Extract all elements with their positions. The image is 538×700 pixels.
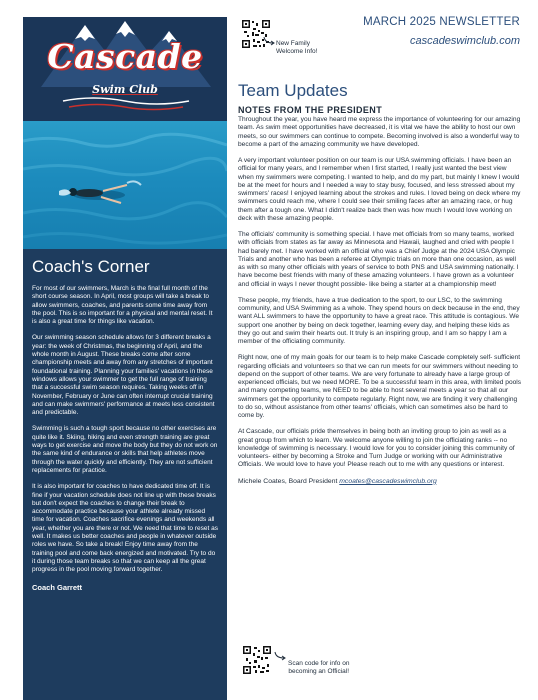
president-signature [238, 478, 522, 485]
coach-paragraph: Our swimming season schedule allows for 3 different breaks a year: the week of Christmas, the beginning of April, and the whole month in August. These breaks come after some championship meets and away from any stretches of important foundational training. Planning your families' vacations in these windows allows your swimmer to get the full range of training that a successful swim season requires. Taking weeks off in November, February or June can often interrupt crucial training and can make swimmers' performance at meets less consistent and predictable. [32, 334, 215, 417]
coach-signature: Coach Garrett [32, 582, 83, 592]
qr-caption-officials [288, 660, 349, 676]
logo-subtitle: Swim Club [92, 83, 158, 96]
newsletter-title: MARCH 2025 NEWSLETTER [363, 16, 520, 28]
coach-corner-heading: Coach's Corner [32, 257, 150, 276]
president-notes-heading: NOTES FROM THE PRESIDENT [238, 105, 383, 115]
president-paragraph: At Cascade, our officials pride themselves in being both an inviting group to join as well as a great group from which to learn. We welcome anyone willing to join the officiating ranks -- no knowledge of swimming is necessary. I would love for you to consider joining this community of volunteers- either by becoming a Stroke and Turn Judge or working with our Administrative Officials. We would love to have you! Please reach out to me with any questions or interest. [238, 428, 515, 469]
president-paragraph: Throughout the year, you have heard me express the importance of volunteering for our amazing team. As swim meet opportunities have decreased, it is vital we have the ability to host our own meets, so our swimmers can continue to compete. Becoming involved is also a wonderful way to become a part of the amazing community we have developed. [238, 116, 521, 148]
signature-email-link[interactable]: mcoates@cascadeswimclub.org [339, 477, 437, 485]
swimmer-photo [23, 121, 227, 249]
coach-paragraph: For most of our swimmers, March is the final full month of the short course season. In April, most groups will take a break to allow swimmers, coaches, and parents some time away from the pool. This is so important for a physical and mental reset. It is also a great time for things like vacation. [32, 285, 213, 326]
left-sidebar [23, 17, 227, 700]
qr-code-icon[interactable] [242, 645, 272, 675]
club-logo [23, 17, 227, 121]
team-updates-section [238, 81, 522, 485]
coach-paragraph: Swimming is such a tough sport because no other exercises are quite like it. Skiing, hiking and even strength training are great ways to get exercise and move the body but they do not work on the same kind of endurance or skills that help athletes move through the water quickly and efficiently. They are not sufficient replacements for practice. [32, 425, 218, 474]
president-paragraph: Right now, one of my main goals for our team is to help make Cascade completely self- sufficient regarding officials and volunteers so that we can run meets for our swimmers without needing to depend on the support of other teams. We are very fortunate to already have a large group of experienced officials, but we need MORE. To be a successful team in this area, with limited pools and many competing teams, we NEED to be able to host several meets a year so that all our swimmers get the opportunity to compete regularly. Right now, we are finding it very challenging to do so, without assistance from other teams' officials, which can sometimes also be hard to come by. [238, 354, 522, 419]
coach-paragraph: It is also important for coaches to have dedicated time off. It is fine if your vacation schedule does not line up with these breaks but don't expect the coaches to change their break to accommodate practice because your athlete already missed time for vacation. Coaches sacrifice evenings and weekends all year, whether you are there or not. We need that time to reset as well. It makes us better coaches and people in whatever outside roles we have. So take a break! Enjoy time away from the training pool and come back energized and motivated. Try to do it during those team breaks so that we can keep all the great progress in the pool moving forward together. [32, 483, 218, 574]
curved-arrow-icon [262, 36, 276, 46]
signature-name: Michele Coates, Board President [238, 477, 338, 485]
qr-caption-line: Welcome Info! [276, 48, 318, 55]
qr-caption-line: Scan code for info on [288, 660, 350, 667]
team-updates-heading: Team Updates [238, 81, 348, 100]
logo-title: Cascade [47, 37, 203, 76]
coach-corner-section [23, 249, 227, 592]
swimmer-in-pool-image [23, 121, 227, 249]
curved-arrow-icon [273, 651, 287, 661]
qr-caption-new-family [276, 40, 317, 56]
qr-caption-line: New Family [276, 40, 310, 47]
president-paragraph: A very important volunteer position on our team is our USA swimming officials. I have been an official for many years, and I remember when I first started, I really just wanted the best view when my swimmers were competing. I wanted to help, and do my part, but mainly I knew I would be at the meet for hours and I needed a way to stay busy, focused, and less stressed about my swimmers' races! I enjoyed learning about the strokes and rules. I loved being on deck where my swimmers could reach me, where I could see their smiling faces after an amazing race, or hug them after a tough one. What I didn't realize back then was how much I would love working on deck with these amazing people. [238, 157, 521, 222]
president-paragraph: These people, my friends, have a true dedication to the sport, to our LSC, to the swimming community, and USA Swimming as a whole. They spend hours on deck because in the end, they want ALL swimmers to have the opportunity to have a great race. This attitude is contagious. We support one another by being on deck together, learning every day, and helping these kids as they go out and swim their hearts out. It truly is an inspiring group, and I am so happy I am a member of the officiating community. [238, 296, 520, 345]
president-paragraph: The officials' community is something special. I have met officials from so many teams, worked with officials from states as far away as Minnesota and Hawaii, laughed and cried with people I had barely met. I have worked with an official who was a Chief Judge at the 2024 USA Olympic Trials and another who has been a referee at Olympic trials on more than one occasion, as well as with so many other officials with years of service to both PNS and USA swimming nationally. I have become best friends with many of these amazing volunteers. I have grown as a volunteer and official in ways I never thought possible- like being a starter at a championship meet! [238, 231, 519, 288]
qr-caption-line: becoming an Official! [288, 668, 350, 675]
website-link[interactable]: cascadeswimclub.com [409, 35, 520, 47]
